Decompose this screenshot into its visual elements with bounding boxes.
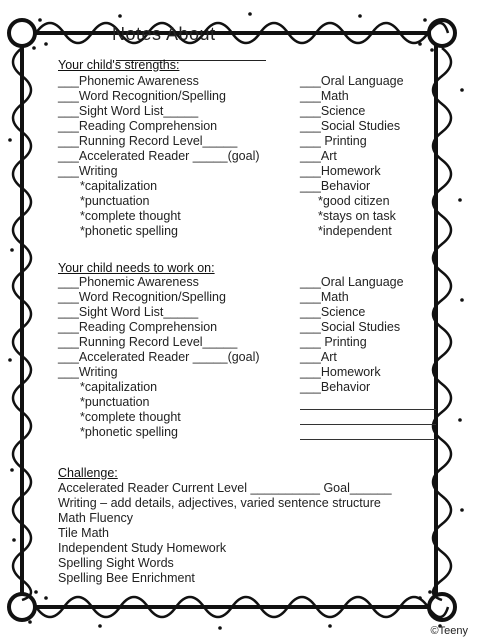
challenge-item: Accelerated Reader Current Level __________ Goal______ — [58, 481, 392, 495]
blank-write-line — [300, 410, 436, 425]
writing-subitem: *capitalization — [80, 380, 158, 394]
work-on-item: ___Social Studies — [300, 320, 401, 334]
strength-item: ___Homework — [300, 164, 381, 178]
challenge-list — [58, 481, 392, 586]
strength-item: ___Behavior — [300, 179, 371, 193]
challenge-item: Writing – add details, adjectives, varied sentence structure — [58, 496, 381, 510]
work-on-item: ___Phonemic Awareness — [58, 275, 199, 289]
challenge-item: Spelling Bee Enrichment — [58, 571, 195, 585]
challenge-item: Math Fluency — [58, 511, 134, 525]
work-on-item: ___Running Record Level_____ — [58, 335, 238, 349]
writing-subitem: *complete thought — [80, 410, 181, 424]
writing-subitem: *punctuation — [80, 194, 150, 208]
strength-item: ___Reading Comprehension — [58, 119, 218, 133]
work-on-item: ___Homework — [300, 365, 381, 379]
work-on-left-column — [58, 275, 260, 440]
title-text: Notes About — [112, 24, 216, 44]
strength-item: ___Art — [300, 149, 337, 163]
work-on-item: ___Science — [300, 305, 366, 319]
blank-write-line — [300, 395, 436, 410]
work-on-item: ___Reading Comprehension — [58, 320, 218, 334]
work-on-item: ___Art — [300, 350, 337, 364]
work-on-item: ___Writing — [58, 365, 118, 379]
strength-item: ___ Printing — [300, 134, 367, 148]
work-on-item: ___Accelerated Reader _____(goal) — [58, 350, 260, 364]
challenge-heading: Challenge: — [58, 466, 118, 480]
strength-item: ___Oral Language — [300, 74, 404, 88]
strengths-left-column — [58, 74, 260, 239]
writing-subitem: *punctuation — [80, 395, 150, 409]
strength-item: ___Science — [300, 104, 366, 118]
challenge-item: Independent Study Homework — [58, 541, 227, 555]
strengths-heading: Your child's strengths: — [58, 58, 180, 72]
work-on-item: ___Oral Language — [300, 275, 404, 289]
corner-circle-bl — [9, 594, 35, 620]
work-on-item: ___Behavior — [300, 380, 371, 394]
strength-item: ___Phonemic Awareness — [58, 74, 199, 88]
corner-circle-tl — [9, 20, 35, 46]
writing-subitem: *complete thought — [80, 209, 181, 223]
blank-write-line — [300, 425, 436, 440]
work-on-item: ___Math — [300, 290, 349, 304]
strength-item: ___Social Studies — [300, 119, 401, 133]
strength-item: ___Running Record Level_____ — [58, 134, 238, 148]
strength-item: ___Accelerated Reader _____(goal) — [58, 149, 260, 163]
work-on-item: ___Word Recognition/Spelling — [58, 290, 226, 304]
challenge-item: Tile Math — [58, 526, 109, 540]
writing-subitem: *capitalization — [80, 179, 158, 193]
strengths-right-column — [300, 74, 404, 239]
challenge-item: Spelling Sight Words — [58, 556, 174, 570]
strength-item: ___Math — [300, 89, 349, 103]
work-on-item: ___ Printing — [300, 335, 367, 349]
strength-item: ___Writing — [58, 164, 118, 178]
strength-item: ___Sight Word List_____ — [58, 104, 199, 118]
work-on-heading: Your child needs to work on: — [58, 261, 215, 275]
strength-item: ___Word Recognition/Spelling — [58, 89, 226, 103]
behavior-subitem: *stays on task — [318, 209, 396, 223]
work-on-item: ___Sight Word List_____ — [58, 305, 199, 319]
behavior-subitem: *independent — [318, 224, 392, 238]
writing-subitem: *phonetic spelling — [80, 224, 178, 238]
writing-subitem: *phonetic spelling — [80, 425, 178, 439]
behavior-subitem: *good citizen — [318, 194, 390, 208]
copyright-credit: ©Teeny — [430, 625, 468, 637]
work-on-right-column — [300, 275, 436, 440]
